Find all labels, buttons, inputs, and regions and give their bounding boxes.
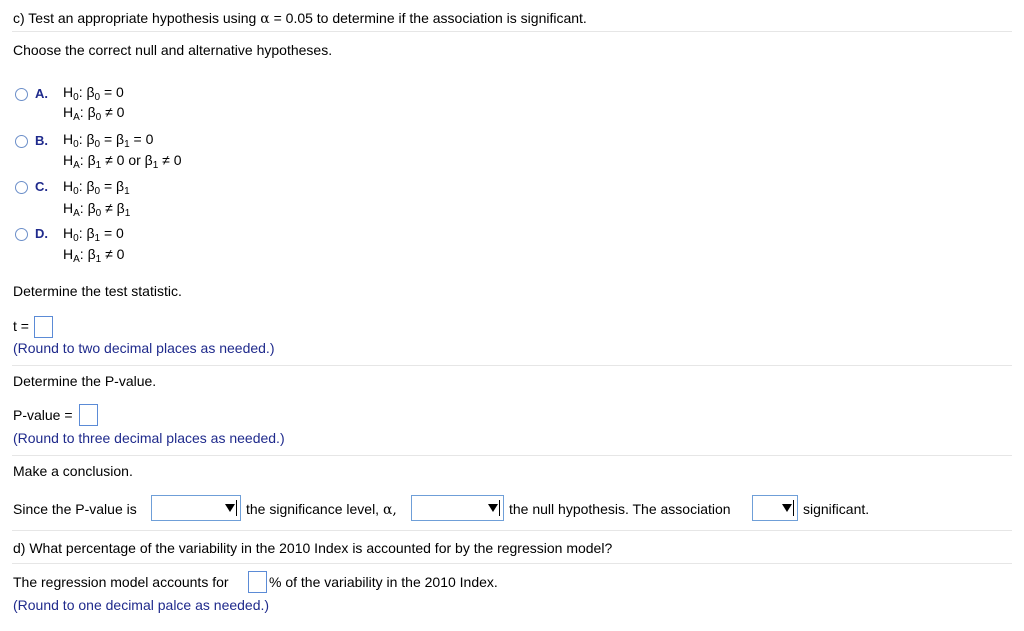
option-a-radio[interactable] (15, 88, 28, 101)
pvalue-comparison-select[interactable] (151, 495, 241, 521)
option-d-radio[interactable] (15, 228, 28, 241)
part-d-answer-prefix: The regression model accounts for (13, 574, 229, 590)
option-c-ha: $H_A$: $\beta_0 \ne \beta_1$ (63, 200, 131, 219)
dropdown-arrow-icon (223, 500, 237, 516)
part-d-round-hint: (Round to one decimal palce as needed.) (13, 597, 270, 613)
option-c-h0: $H_0$: $\beta_0 = \beta_1$ (63, 178, 130, 197)
conclusion-text-3: the null hypothesis. The association (509, 501, 731, 517)
option-a-h0: $H_0$: $\beta_0 = 0$ (63, 84, 124, 103)
t-round-hint: (Round to two decimal places as needed.) (13, 340, 275, 356)
divider (12, 31, 1012, 32)
part-c-title-prefix: c) Test an appropriate hypothesis using (13, 10, 257, 26)
dropdown-arrow-icon (486, 500, 500, 516)
test-stat-prompt: Determine the test statistic. (13, 283, 182, 299)
part-c-title (13, 10, 587, 27)
option-b-label: B. (35, 133, 48, 148)
alpha-symbol: α (260, 11, 270, 27)
option-c-radio[interactable] (15, 181, 28, 194)
hypotheses-instruction: Choose the correct null and alternative hypotheses. (13, 42, 333, 58)
option-b-h0: $H_0$: $\beta_0 = \beta_1 = 0$ (63, 131, 154, 150)
option-a-label: A. (35, 86, 48, 101)
hypothesis-decision-select[interactable] (411, 495, 504, 521)
conclusion-text-4: significant. (803, 501, 870, 517)
option-b-radio[interactable] (15, 135, 28, 148)
pvalue-round-hint: (Round to three decimal places as needed.) (13, 430, 285, 446)
option-a-ha: $H_A$: $\beta_0 \ne 0$ (63, 104, 125, 123)
conclusion-alpha: α, (382, 502, 397, 518)
conclusion-text-2a: the significance level, (246, 501, 380, 517)
pvalue-prompt: Determine the P-value. (13, 373, 157, 389)
option-d-label: D. (35, 226, 48, 241)
divider (12, 365, 1012, 366)
conclusion-text-1: Since the P-value is (13, 501, 137, 517)
divider (12, 563, 1012, 564)
conclusion-text-2 (246, 501, 397, 518)
divider (12, 455, 1012, 456)
association-select[interactable] (752, 495, 798, 521)
option-b-ha: $H_A$: $\beta_1 \ne 0$ or $\beta_1 \ne 0$ (63, 152, 182, 171)
pvalue-input[interactable] (79, 404, 98, 426)
option-d-ha: $H_A$: $\beta_1 \ne 0$ (63, 246, 125, 265)
t-input[interactable] (34, 316, 53, 338)
option-c-label: C. (35, 179, 48, 194)
divider (12, 530, 1012, 531)
option-d-h0: $H_0$: $\beta_1 = 0$ (63, 225, 124, 244)
part-c-title-suffix: = 0.05 to determine if the association is significant. (273, 10, 587, 26)
part-d-question: d) What percentage of the variability in the 2010 Index is accounted for by the regression model? (13, 540, 613, 556)
dropdown-arrow-icon (780, 500, 794, 516)
t-label: t = (13, 318, 29, 334)
percentage-input[interactable] (248, 571, 267, 593)
part-d-answer-suffix: % of the variability in the 2010 Index. (269, 574, 498, 590)
pvalue-label: P-value = (13, 407, 73, 423)
conclusion-prompt: Make a conclusion. (13, 463, 133, 479)
